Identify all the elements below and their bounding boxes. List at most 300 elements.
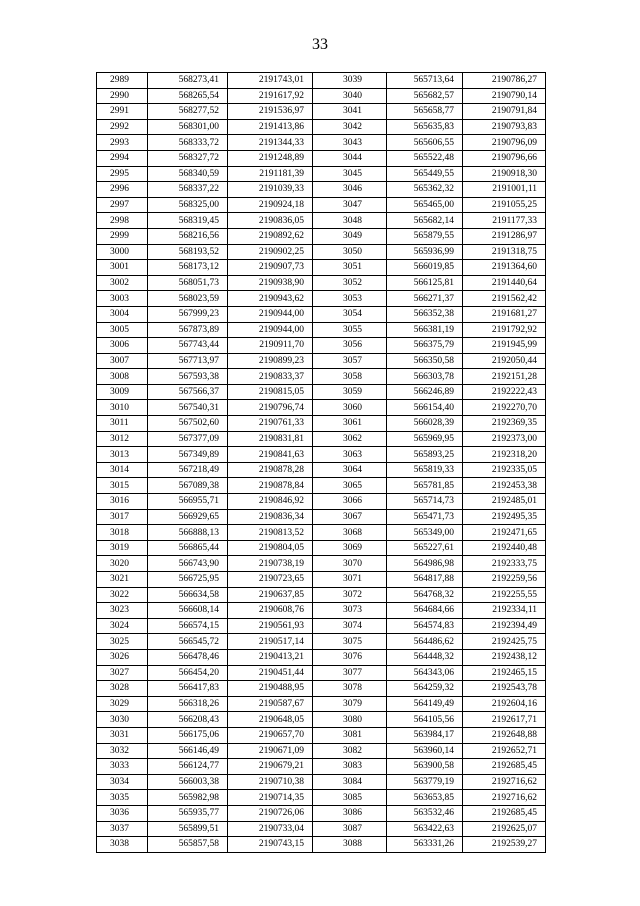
y-coordinate-cell: 2190561,93 (228, 618, 313, 634)
point-number-cell: 3068 (313, 525, 387, 541)
x-coordinate-cell: 565936,99 (387, 244, 463, 260)
point-number-cell: 3035 (97, 790, 148, 806)
y-coordinate-cell: 2190813,52 (228, 525, 313, 541)
x-coordinate-cell: 567566,37 (148, 384, 228, 400)
table-row (97, 291, 546, 307)
x-coordinate-cell: 566175,06 (148, 727, 228, 743)
point-number-cell: 3060 (313, 400, 387, 416)
x-coordinate-cell: 567349,89 (148, 447, 228, 463)
y-coordinate-cell: 2190608,76 (228, 603, 313, 619)
y-coordinate-cell: 2190413,21 (228, 649, 313, 665)
point-number-cell: 3043 (313, 135, 387, 151)
x-coordinate-cell: 566124,77 (148, 759, 228, 775)
point-number-cell: 3004 (97, 306, 148, 322)
x-coordinate-cell: 564343,06 (387, 665, 463, 681)
point-number-cell: 3028 (97, 681, 148, 697)
point-number-cell: 3074 (313, 618, 387, 634)
point-number-cell: 3030 (97, 712, 148, 728)
point-number-cell: 3006 (97, 338, 148, 354)
point-number-cell: 3026 (97, 649, 148, 665)
point-number-cell: 3020 (97, 556, 148, 572)
y-coordinate-cell: 2190902,25 (228, 244, 313, 260)
x-coordinate-cell: 565349,00 (387, 525, 463, 541)
x-coordinate-cell: 566929,65 (148, 509, 228, 525)
y-coordinate-cell: 2191039,33 (228, 182, 313, 198)
point-number-cell: 3075 (313, 634, 387, 650)
y-coordinate-cell: 2190878,28 (228, 462, 313, 478)
table-row (97, 73, 546, 89)
y-coordinate-cell: 2191792,92 (463, 322, 546, 338)
table-row (97, 260, 546, 276)
point-number-cell: 2994 (97, 150, 148, 166)
table-row (97, 587, 546, 603)
y-coordinate-cell: 2192050,44 (463, 353, 546, 369)
table-row (97, 540, 546, 556)
x-coordinate-cell: 565471,73 (387, 509, 463, 525)
point-number-cell: 3016 (97, 494, 148, 510)
point-number-cell: 3049 (313, 228, 387, 244)
point-number-cell: 3023 (97, 603, 148, 619)
table-row (97, 416, 546, 432)
point-number-cell: 3062 (313, 431, 387, 447)
y-coordinate-cell: 2190833,37 (228, 369, 313, 385)
x-coordinate-cell: 563422,63 (387, 821, 463, 837)
y-coordinate-cell: 2190911,70 (228, 338, 313, 354)
x-coordinate-cell: 566454,20 (148, 665, 228, 681)
table-row (97, 525, 546, 541)
y-coordinate-cell: 2191055,25 (463, 197, 546, 213)
point-number-cell: 3066 (313, 494, 387, 510)
y-coordinate-cell: 2192335,05 (463, 462, 546, 478)
point-number-cell: 3069 (313, 540, 387, 556)
table-row (97, 104, 546, 120)
point-number-cell: 3051 (313, 260, 387, 276)
point-number-cell: 3078 (313, 681, 387, 697)
y-coordinate-cell: 2192604,16 (463, 696, 546, 712)
y-coordinate-cell: 2191617,92 (228, 88, 313, 104)
y-coordinate-cell: 2190743,15 (228, 837, 313, 853)
page-number: 33 (312, 36, 328, 53)
point-number-cell: 3002 (97, 275, 148, 291)
table-row (97, 322, 546, 338)
table-row (97, 759, 546, 775)
y-coordinate-cell: 2191536,97 (228, 104, 313, 120)
y-coordinate-cell: 2192652,71 (463, 743, 546, 759)
point-number-cell: 3024 (97, 618, 148, 634)
point-number-cell: 3054 (313, 306, 387, 322)
x-coordinate-cell: 566417,83 (148, 681, 228, 697)
x-coordinate-cell: 565982,98 (148, 790, 228, 806)
x-coordinate-cell: 566478,46 (148, 649, 228, 665)
point-number-cell: 2989 (97, 73, 148, 89)
point-number-cell: 3055 (313, 322, 387, 338)
point-number-cell: 3001 (97, 260, 148, 276)
y-coordinate-cell: 2192438,12 (463, 649, 546, 665)
table-row (97, 306, 546, 322)
y-coordinate-cell: 2192716,62 (463, 790, 546, 806)
point-number-cell: 3007 (97, 353, 148, 369)
point-number-cell: 3018 (97, 525, 148, 541)
point-number-cell: 3044 (313, 150, 387, 166)
x-coordinate-cell: 564574,83 (387, 618, 463, 634)
point-number-cell: 2999 (97, 228, 148, 244)
table-row (97, 572, 546, 588)
y-coordinate-cell: 2190846,92 (228, 494, 313, 510)
point-number-cell: 2997 (97, 197, 148, 213)
y-coordinate-cell: 2190786,27 (463, 73, 546, 89)
y-coordinate-cell: 2190944,00 (228, 306, 313, 322)
y-coordinate-cell: 2191177,33 (463, 213, 546, 229)
point-number-cell: 2998 (97, 213, 148, 229)
point-number-cell: 3008 (97, 369, 148, 385)
point-number-cell: 3033 (97, 759, 148, 775)
table-row (97, 727, 546, 743)
point-number-cell: 3056 (313, 338, 387, 354)
point-number-cell: 3059 (313, 384, 387, 400)
y-coordinate-cell: 2190714,35 (228, 790, 313, 806)
y-coordinate-cell: 2190831,81 (228, 431, 313, 447)
x-coordinate-cell: 565682,57 (387, 88, 463, 104)
x-coordinate-cell: 566381,19 (387, 322, 463, 338)
x-coordinate-cell: 563960,14 (387, 743, 463, 759)
table-row (97, 197, 546, 213)
table-row (97, 135, 546, 151)
point-number-cell: 3079 (313, 696, 387, 712)
x-coordinate-cell: 568333,72 (148, 135, 228, 151)
y-coordinate-cell: 2192440,48 (463, 540, 546, 556)
point-number-cell: 2996 (97, 182, 148, 198)
y-coordinate-cell: 2192543,78 (463, 681, 546, 697)
x-coordinate-cell: 565893,25 (387, 447, 463, 463)
point-number-cell: 3077 (313, 665, 387, 681)
x-coordinate-cell: 567218,49 (148, 462, 228, 478)
point-number-cell: 3050 (313, 244, 387, 260)
x-coordinate-cell: 567743,44 (148, 338, 228, 354)
x-coordinate-cell: 566154,40 (387, 400, 463, 416)
y-coordinate-cell: 2190657,70 (228, 727, 313, 743)
y-coordinate-cell: 2190648,05 (228, 712, 313, 728)
point-number-cell: 3012 (97, 431, 148, 447)
point-number-cell: 3000 (97, 244, 148, 260)
y-coordinate-cell: 2192617,71 (463, 712, 546, 728)
y-coordinate-cell: 2190796,66 (463, 150, 546, 166)
x-coordinate-cell: 563900,58 (387, 759, 463, 775)
x-coordinate-cell: 568301,00 (148, 119, 228, 135)
x-coordinate-cell: 563331,26 (387, 837, 463, 853)
table-row (97, 166, 546, 182)
y-coordinate-cell: 2190943,62 (228, 291, 313, 307)
x-coordinate-cell: 568051,73 (148, 275, 228, 291)
table-row (97, 88, 546, 104)
x-coordinate-cell: 565635,83 (387, 119, 463, 135)
point-number-cell: 3058 (313, 369, 387, 385)
table-row (97, 447, 546, 463)
x-coordinate-cell: 566955,71 (148, 494, 228, 510)
point-number-cell: 3022 (97, 587, 148, 603)
x-coordinate-cell: 566725,95 (148, 572, 228, 588)
x-coordinate-cell: 566865,44 (148, 540, 228, 556)
x-coordinate-cell: 568173,12 (148, 260, 228, 276)
y-coordinate-cell: 2192222,43 (463, 384, 546, 400)
x-coordinate-cell: 566350,58 (387, 353, 463, 369)
point-number-cell: 3037 (97, 821, 148, 837)
table-row (97, 478, 546, 494)
table-row (97, 696, 546, 712)
y-coordinate-cell: 2192453,38 (463, 478, 546, 494)
table-row (97, 712, 546, 728)
x-coordinate-cell: 564149,49 (387, 696, 463, 712)
y-coordinate-cell: 2192539,27 (463, 837, 546, 853)
x-coordinate-cell: 568273,41 (148, 73, 228, 89)
point-number-cell: 3065 (313, 478, 387, 494)
y-coordinate-cell: 2191440,64 (463, 275, 546, 291)
point-number-cell: 3010 (97, 400, 148, 416)
x-coordinate-cell: 563779,19 (387, 774, 463, 790)
table-row (97, 400, 546, 416)
y-coordinate-cell: 2190924,18 (228, 197, 313, 213)
point-number-cell: 3087 (313, 821, 387, 837)
table-row (97, 634, 546, 650)
table-row (97, 119, 546, 135)
x-coordinate-cell: 566303,78 (387, 369, 463, 385)
x-coordinate-cell: 564817,88 (387, 572, 463, 588)
x-coordinate-cell: 567999,23 (148, 306, 228, 322)
y-coordinate-cell: 2191286,97 (463, 228, 546, 244)
point-number-cell: 3031 (97, 727, 148, 743)
y-coordinate-cell: 2192625,07 (463, 821, 546, 837)
y-coordinate-cell: 2190836,05 (228, 213, 313, 229)
point-number-cell: 3032 (97, 743, 148, 759)
x-coordinate-cell: 566743,90 (148, 556, 228, 572)
y-coordinate-cell: 2191562,42 (463, 291, 546, 307)
y-coordinate-cell: 2192394,49 (463, 618, 546, 634)
x-coordinate-cell: 565819,33 (387, 462, 463, 478)
x-coordinate-cell: 565449,55 (387, 166, 463, 182)
point-number-cell: 3084 (313, 774, 387, 790)
y-coordinate-cell: 2190944,00 (228, 322, 313, 338)
x-coordinate-cell: 568340,59 (148, 166, 228, 182)
point-number-cell: 3070 (313, 556, 387, 572)
y-coordinate-cell: 2190841,63 (228, 447, 313, 463)
table-row (97, 462, 546, 478)
point-number-cell: 3009 (97, 384, 148, 400)
point-number-cell: 2992 (97, 119, 148, 135)
table-row (97, 821, 546, 837)
x-coordinate-cell: 565714,73 (387, 494, 463, 510)
x-coordinate-cell: 564768,32 (387, 587, 463, 603)
table-row (97, 743, 546, 759)
x-coordinate-cell: 566352,38 (387, 306, 463, 322)
x-coordinate-cell: 567540,31 (148, 400, 228, 416)
point-number-cell: 3086 (313, 805, 387, 821)
point-number-cell: 3047 (313, 197, 387, 213)
x-coordinate-cell: 566634,58 (148, 587, 228, 603)
point-number-cell: 3057 (313, 353, 387, 369)
point-number-cell: 3013 (97, 447, 148, 463)
x-coordinate-cell: 568193,52 (148, 244, 228, 260)
y-coordinate-cell: 2190804,05 (228, 540, 313, 556)
table-row (97, 618, 546, 634)
y-coordinate-cell: 2190907,73 (228, 260, 313, 276)
y-coordinate-cell: 2190726,06 (228, 805, 313, 821)
x-coordinate-cell: 565935,77 (148, 805, 228, 821)
x-coordinate-cell: 565362,32 (387, 182, 463, 198)
y-coordinate-cell: 2191318,75 (463, 244, 546, 260)
y-coordinate-cell: 2191364,60 (463, 260, 546, 276)
x-coordinate-cell: 566028,39 (387, 416, 463, 432)
point-number-cell: 3048 (313, 213, 387, 229)
point-number-cell: 3052 (313, 275, 387, 291)
x-coordinate-cell: 564486,62 (387, 634, 463, 650)
x-coordinate-cell: 566608,14 (148, 603, 228, 619)
x-coordinate-cell: 567502,60 (148, 416, 228, 432)
x-coordinate-cell: 566208,43 (148, 712, 228, 728)
y-coordinate-cell: 2190710,38 (228, 774, 313, 790)
table-row (97, 244, 546, 260)
x-coordinate-cell: 565969,95 (387, 431, 463, 447)
x-coordinate-cell: 568265,54 (148, 88, 228, 104)
x-coordinate-cell: 567377,09 (148, 431, 228, 447)
x-coordinate-cell: 568327,72 (148, 150, 228, 166)
point-number-cell: 3005 (97, 322, 148, 338)
y-coordinate-cell: 2190517,14 (228, 634, 313, 650)
table-row (97, 275, 546, 291)
point-number-cell: 3017 (97, 509, 148, 525)
point-number-cell: 3014 (97, 462, 148, 478)
y-coordinate-cell: 2190733,04 (228, 821, 313, 837)
point-number-cell: 3073 (313, 603, 387, 619)
point-number-cell: 3045 (313, 166, 387, 182)
x-coordinate-cell: 565658,77 (387, 104, 463, 120)
x-coordinate-cell: 566003,38 (148, 774, 228, 790)
y-coordinate-cell: 2192259,56 (463, 572, 546, 588)
x-coordinate-cell: 564684,66 (387, 603, 463, 619)
y-coordinate-cell: 2191413,86 (228, 119, 313, 135)
point-number-cell: 3025 (97, 634, 148, 650)
point-number-cell: 3036 (97, 805, 148, 821)
point-number-cell: 3076 (313, 649, 387, 665)
point-number-cell: 3083 (313, 759, 387, 775)
y-coordinate-cell: 2191248,89 (228, 150, 313, 166)
point-number-cell: 3011 (97, 416, 148, 432)
y-coordinate-cell: 2190723,65 (228, 572, 313, 588)
x-coordinate-cell: 566545,72 (148, 634, 228, 650)
y-coordinate-cell: 2190637,85 (228, 587, 313, 603)
x-coordinate-cell: 566888,13 (148, 525, 228, 541)
coordinates-table (96, 72, 546, 853)
x-coordinate-cell: 568023,59 (148, 291, 228, 307)
x-coordinate-cell: 567713,97 (148, 353, 228, 369)
table-row (97, 603, 546, 619)
point-number-cell: 3038 (97, 837, 148, 853)
y-coordinate-cell: 2192716,62 (463, 774, 546, 790)
y-coordinate-cell: 2190738,19 (228, 556, 313, 572)
table-row (97, 182, 546, 198)
x-coordinate-cell: 567089,38 (148, 478, 228, 494)
y-coordinate-cell: 2190679,21 (228, 759, 313, 775)
x-coordinate-cell: 568319,45 (148, 213, 228, 229)
y-coordinate-cell: 2190836,34 (228, 509, 313, 525)
point-number-cell: 3027 (97, 665, 148, 681)
point-number-cell: 3019 (97, 540, 148, 556)
point-number-cell: 3041 (313, 104, 387, 120)
x-coordinate-cell: 568325,00 (148, 197, 228, 213)
point-number-cell: 3003 (97, 291, 148, 307)
y-coordinate-cell: 2192471,65 (463, 525, 546, 541)
y-coordinate-cell: 2190761,33 (228, 416, 313, 432)
y-coordinate-cell: 2192151,28 (463, 369, 546, 385)
point-number-cell: 3042 (313, 119, 387, 135)
table-row (97, 774, 546, 790)
x-coordinate-cell: 566246,89 (387, 384, 463, 400)
table-row (97, 431, 546, 447)
y-coordinate-cell: 2190488,95 (228, 681, 313, 697)
y-coordinate-cell: 2191344,33 (228, 135, 313, 151)
y-coordinate-cell: 2190796,74 (228, 400, 313, 416)
y-coordinate-cell: 2192255,55 (463, 587, 546, 603)
table-row (97, 509, 546, 525)
y-coordinate-cell: 2190899,23 (228, 353, 313, 369)
x-coordinate-cell: 567873,89 (148, 322, 228, 338)
y-coordinate-cell: 2190878,84 (228, 478, 313, 494)
point-number-cell: 3072 (313, 587, 387, 603)
y-coordinate-cell: 2190793,83 (463, 119, 546, 135)
table-row (97, 494, 546, 510)
point-number-cell: 3021 (97, 572, 148, 588)
x-coordinate-cell: 565522,48 (387, 150, 463, 166)
point-number-cell: 2993 (97, 135, 148, 151)
x-coordinate-cell: 565781,85 (387, 478, 463, 494)
point-number-cell: 3039 (313, 73, 387, 89)
y-coordinate-cell: 2190938,90 (228, 275, 313, 291)
table-row (97, 384, 546, 400)
table-row (97, 353, 546, 369)
point-number-cell: 2995 (97, 166, 148, 182)
x-coordinate-cell: 566574,15 (148, 618, 228, 634)
y-coordinate-cell: 2191181,39 (228, 166, 313, 182)
x-coordinate-cell: 563653,85 (387, 790, 463, 806)
table-row (97, 369, 546, 385)
x-coordinate-cell: 563984,17 (387, 727, 463, 743)
y-coordinate-cell: 2190791,84 (463, 104, 546, 120)
table-row (97, 338, 546, 354)
point-number-cell: 3088 (313, 837, 387, 853)
x-coordinate-cell: 566125,81 (387, 275, 463, 291)
y-coordinate-cell: 2190671,09 (228, 743, 313, 759)
point-number-cell: 3046 (313, 182, 387, 198)
x-coordinate-cell: 566375,79 (387, 338, 463, 354)
x-coordinate-cell: 565713,64 (387, 73, 463, 89)
x-coordinate-cell: 566019,85 (387, 260, 463, 276)
y-coordinate-cell: 2192685,45 (463, 805, 546, 821)
y-coordinate-cell: 2192425,75 (463, 634, 546, 650)
y-coordinate-cell: 2192369,35 (463, 416, 546, 432)
point-number-cell: 3061 (313, 416, 387, 432)
y-coordinate-cell: 2192485,01 (463, 494, 546, 510)
x-coordinate-cell: 566271,37 (387, 291, 463, 307)
table-row (97, 228, 546, 244)
y-coordinate-cell: 2192495,35 (463, 509, 546, 525)
x-coordinate-cell: 568337,22 (148, 182, 228, 198)
y-coordinate-cell: 2192334,11 (463, 603, 546, 619)
x-coordinate-cell: 565857,58 (148, 837, 228, 853)
table-row (97, 681, 546, 697)
y-coordinate-cell: 2192685,45 (463, 759, 546, 775)
y-coordinate-cell: 2192648,88 (463, 727, 546, 743)
x-coordinate-cell: 568216,56 (148, 228, 228, 244)
y-coordinate-cell: 2190918,30 (463, 166, 546, 182)
y-coordinate-cell: 2192333,75 (463, 556, 546, 572)
